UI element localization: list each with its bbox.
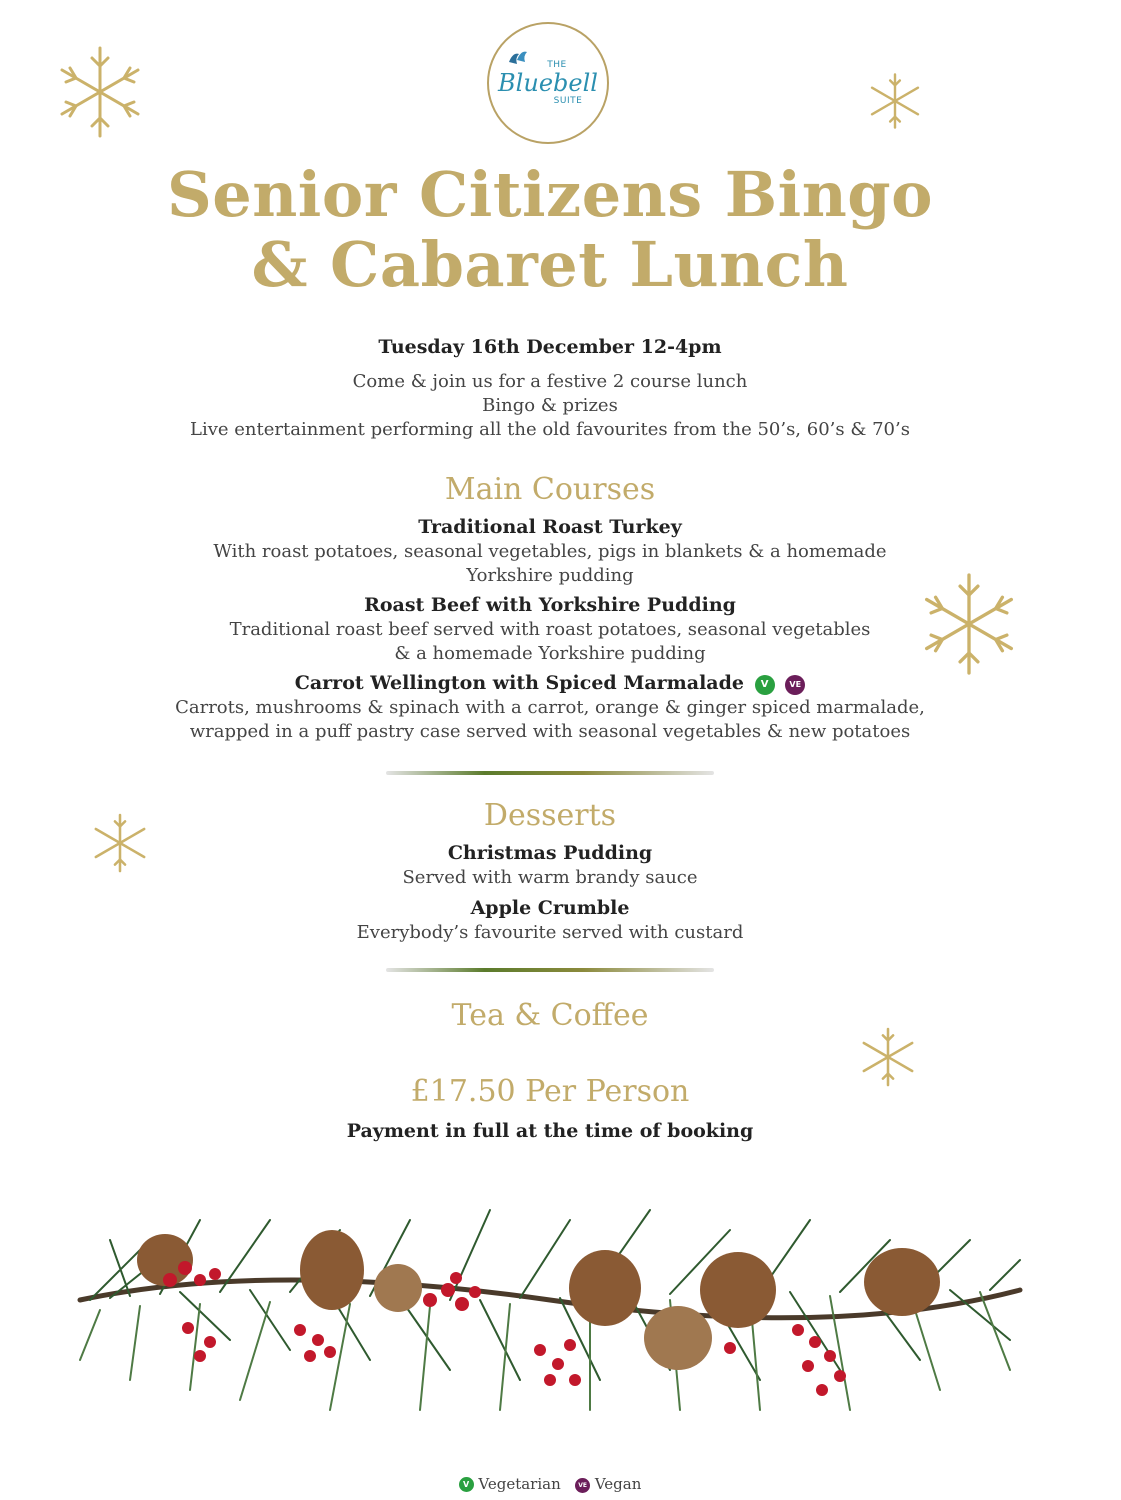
tea-coffee-section [0,998,1100,1033]
bluebell-suite-logo [487,22,609,144]
vegan-legend-label: Vegan [594,1475,642,1493]
desserts-section [0,798,1100,833]
logo-name: Bluebell [498,69,598,97]
bluebell-flower-icon [507,48,529,68]
dish-name: Roast Beef with Yorkshire Pudding [364,594,736,616]
snowflake-icon [56,44,144,140]
dish-desc: Yorkshire pudding [466,565,634,586]
section-divider [386,968,714,972]
dish-name-row [0,670,1100,696]
vegetarian-badge-icon: V [755,675,775,695]
payment-note: Payment in full at the time of booking [346,1120,754,1142]
logo-suite: SUITE [553,96,583,106]
price: £17.50 Per Person [410,1074,690,1109]
dish-desc: Everybody’s favourite served with custard [356,922,744,943]
christmas-garland-image [70,1180,1030,1430]
main-courses-heading: Main Courses [444,472,656,507]
dish-beef [0,592,1100,666]
desserts-heading: Desserts [483,798,617,833]
intro-line: Come & join us for a festive 2 course lunch [352,371,748,392]
intro-line: Bingo & prizes [482,395,618,416]
dish-name: Christmas Pudding [447,842,653,864]
dish-apple-crumble [0,895,1100,945]
vegan-badge-icon: VE [785,675,805,695]
title-line-1: Senior Citizens Bingo [166,158,933,231]
logo-the: THE [547,60,567,70]
intro-line: Live entertainment performing all the old favourites from the 50’s, 60’s & 70’s [190,419,910,440]
vegetarian-legend-icon: V [459,1477,474,1492]
event-intro [0,370,1100,442]
title-line-2: & Cabaret Lunch [251,228,849,301]
dish-name: Traditional Roast Turkey [418,516,682,538]
snowflake-icon [868,72,922,130]
dish-desc: With roast potatoes, seasonal vegetables, pigs in blankets & a homemade [213,541,887,562]
dish-desc: Served with warm brandy sauce [402,867,698,888]
dish-desc: wrapped in a puff pastry case served with seasonal vegetables & new potatoes [189,721,911,742]
vegetarian-legend-label: Vegetarian [478,1475,561,1493]
dish-desc: Carrots, mushrooms & spinach with a carrot, orange & ginger spiced marmalade, [175,697,925,718]
dish-name: Carrot Wellington with Spiced Marmalade [294,672,744,694]
dish-turkey [0,514,1100,588]
dish-wellington [0,670,1100,744]
section-divider [386,771,714,775]
tea-coffee-heading: Tea & Coffee [451,998,649,1033]
main-courses-section [0,472,1100,507]
diet-legend [0,1474,1100,1493]
page-title [0,160,1100,300]
dish-name: Apple Crumble [470,897,630,919]
dish-christmas-pudding [0,840,1100,890]
dish-desc: & a homemade Yorkshire pudding [394,643,706,664]
dish-desc: Traditional roast beef served with roast potatoes, seasonal vegetables [229,619,871,640]
vegan-legend-icon: VE [575,1478,590,1493]
event-date: Tuesday 16th December 12-4pm [378,336,722,358]
